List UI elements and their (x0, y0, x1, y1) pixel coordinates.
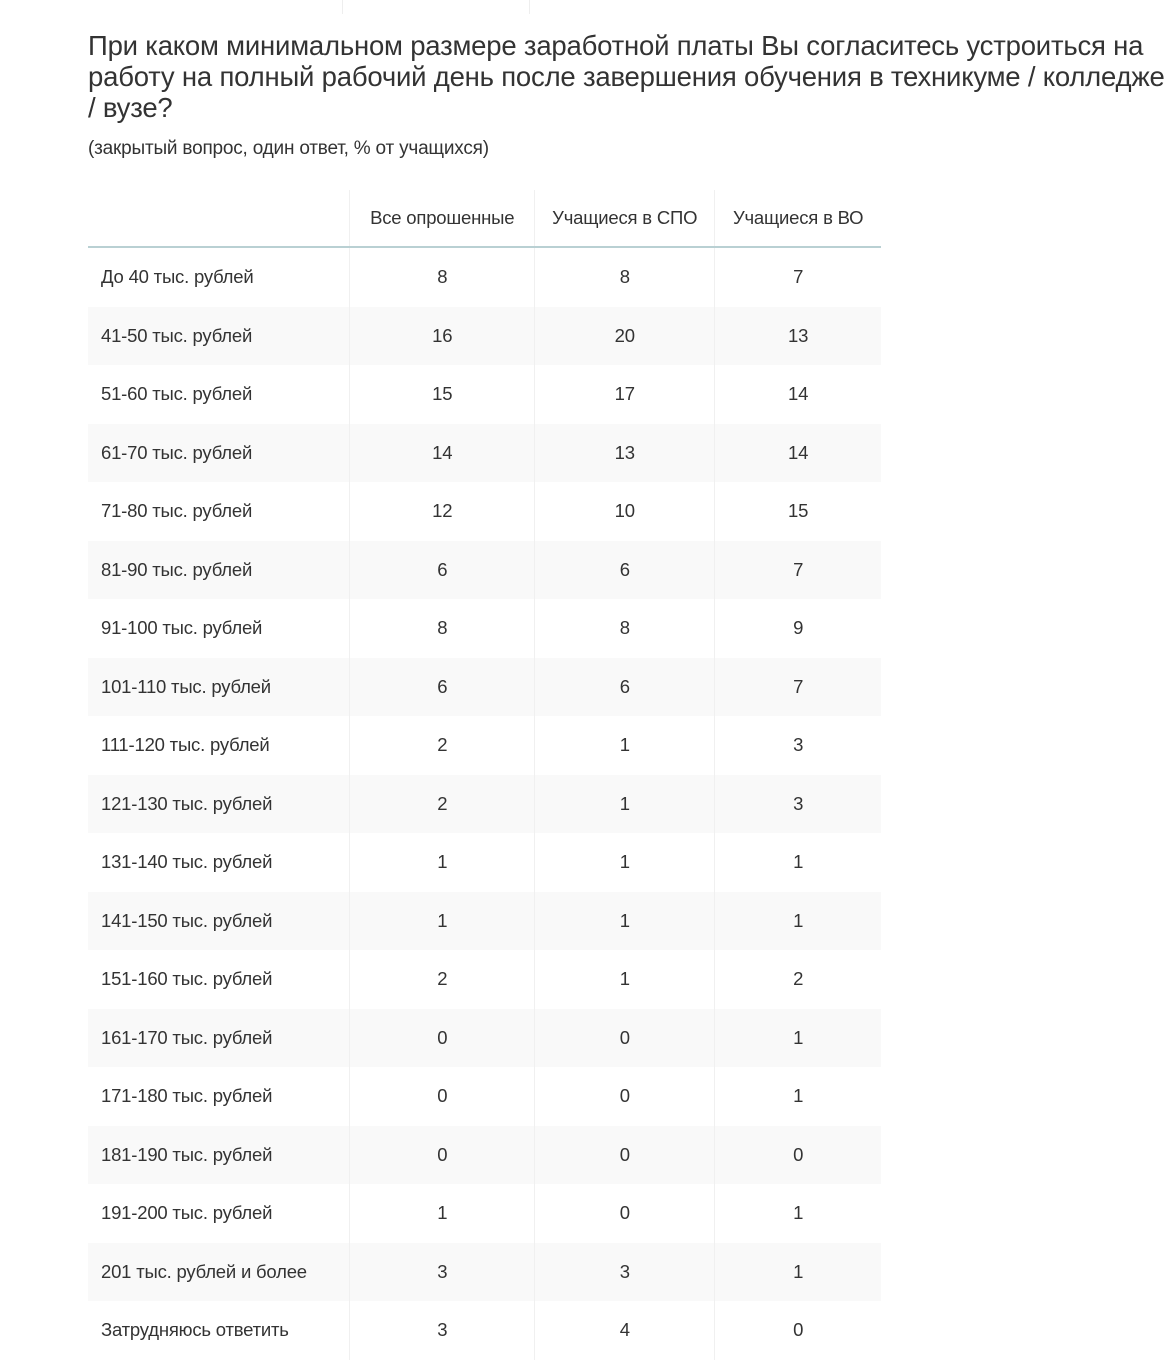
row-label: 171-180 тыс. рублей (88, 1067, 350, 1126)
value-vo-students: 13 (715, 307, 881, 366)
value-spo-students: 1 (535, 892, 715, 951)
value-all-respondents: 6 (350, 541, 535, 600)
value-all-respondents: 2 (350, 950, 535, 1009)
top-divider (342, 0, 343, 14)
row-label: 61-70 тыс. рублей (88, 424, 350, 483)
table-row (88, 775, 881, 834)
value-all-respondents: 0 (350, 1009, 535, 1068)
table-body (88, 247, 881, 1360)
row-label: 141-150 тыс. рублей (88, 892, 350, 951)
value-all-respondents: 15 (350, 365, 535, 424)
table-row (88, 1126, 881, 1185)
row-label: 41-50 тыс. рублей (88, 307, 350, 366)
value-vo-students: 7 (715, 658, 881, 717)
value-all-respondents: 8 (350, 599, 535, 658)
table-row (88, 716, 881, 775)
row-label: 181-190 тыс. рублей (88, 1126, 350, 1185)
value-vo-students: 1 (793, 1202, 804, 1224)
table-row (88, 307, 881, 366)
table-row (88, 247, 881, 307)
results-table (88, 190, 881, 1360)
value-spo-students: 0 (535, 1009, 715, 1068)
row-label: 71-80 тыс. рублей (88, 482, 350, 541)
value-vo-students: 1 (715, 892, 881, 951)
row-label: 161-170 тыс. рублей (88, 1009, 350, 1068)
value-all-respondents: 2 (350, 775, 535, 834)
table-row (88, 658, 881, 717)
value-spo-students: 6 (535, 541, 715, 600)
row-label: 191-200 тыс. рублей (88, 1184, 350, 1243)
row-label: Затрудняюсь ответить (88, 1301, 350, 1360)
table-header-row (88, 190, 881, 247)
row-label: 151-160 тыс. рублей (88, 950, 350, 1009)
value-spo-students: 1 (535, 775, 715, 834)
table-row (88, 541, 881, 600)
row-label: 131-140 тыс. рублей (88, 833, 350, 892)
table-row (88, 482, 881, 541)
header-empty (88, 190, 350, 247)
table-row (88, 1184, 881, 1243)
question-subtitle: (закрытый вопрос, один ответ, % от учащихся) (88, 138, 489, 159)
header-all-respondents: Все опрошенные (350, 190, 535, 247)
value-all-respondents: 0 (350, 1067, 535, 1126)
value-spo-students: 0 (535, 1184, 715, 1243)
value-spo-students: 1 (535, 950, 715, 1009)
value-spo-students: 17 (535, 365, 715, 424)
value-spo-students: 3 (535, 1243, 715, 1302)
value-spo-students: 6 (535, 658, 715, 717)
value-vo-students: 14 (715, 424, 881, 483)
value-spo-students: 8 (535, 247, 715, 307)
table-row (88, 950, 881, 1009)
value-all-respondents: 8 (350, 247, 535, 307)
row-label: 201 тыс. рублей и более (88, 1243, 350, 1302)
value-vo-students: 7 (793, 266, 804, 288)
table-row (88, 833, 881, 892)
question-title: При каком минимальном размере заработной платы Вы согласитесь устроиться на работу на полный рабочий день после завершения обучения в техникуме / колледже / вузе? (88, 30, 1165, 123)
value-spo-students: 1 (535, 716, 715, 775)
table-row (88, 1067, 881, 1126)
value-spo-students: 4 (535, 1301, 715, 1360)
row-label: 121-130 тыс. рублей (88, 775, 350, 834)
table-row (88, 1009, 881, 1068)
row-label: 101-110 тыс. рублей (88, 658, 350, 717)
value-spo-students: 8 (535, 599, 715, 658)
table-row (88, 892, 881, 951)
row-label: 81-90 тыс. рублей (88, 541, 350, 600)
value-spo-students: 10 (535, 482, 715, 541)
value-vo-students: 1 (793, 1085, 804, 1107)
value-all-respondents: 12 (350, 482, 535, 541)
value-vo-students: 2 (793, 968, 804, 990)
value-vo-students: 0 (715, 1126, 881, 1185)
value-vo-students: 9 (793, 617, 804, 639)
value-spo-students: 0 (535, 1067, 715, 1126)
value-all-respondents: 3 (350, 1243, 535, 1302)
value-vo-students: 0 (793, 1319, 804, 1341)
value-all-respondents: 2 (350, 716, 535, 775)
value-vo-students: 3 (715, 775, 881, 834)
value-vo-students: 1 (715, 1009, 881, 1068)
value-all-respondents: 1 (350, 1184, 535, 1243)
value-vo-students: 14 (788, 383, 809, 405)
header-spo-students: Учащиеся в СПО (535, 190, 715, 247)
value-all-respondents: 14 (350, 424, 535, 483)
value-vo-students: 1 (793, 851, 804, 873)
table-row (88, 1243, 881, 1302)
table-row (88, 365, 881, 424)
row-label: 51-60 тыс. рублей (88, 365, 350, 424)
value-vo-students: 15 (788, 500, 809, 522)
top-divider (529, 0, 530, 14)
value-all-respondents: 16 (350, 307, 535, 366)
header-vo-students: Учащиеся в ВО (715, 190, 881, 247)
value-spo-students: 13 (535, 424, 715, 483)
value-spo-students: 1 (535, 833, 715, 892)
value-all-respondents: 6 (350, 658, 535, 717)
table-row (88, 599, 881, 658)
value-all-respondents: 1 (350, 892, 535, 951)
value-spo-students: 20 (535, 307, 715, 366)
table-row (88, 424, 881, 483)
table-row (88, 1301, 881, 1360)
value-vo-students: 3 (793, 734, 804, 756)
value-all-respondents: 3 (350, 1301, 535, 1360)
value-all-respondents: 0 (350, 1126, 535, 1185)
value-vo-students: 7 (715, 541, 881, 600)
value-vo-students: 1 (715, 1243, 881, 1302)
value-spo-students: 0 (535, 1126, 715, 1185)
row-label: 91-100 тыс. рублей (88, 599, 350, 658)
row-label: 111-120 тыс. рублей (88, 716, 350, 775)
value-all-respondents: 1 (350, 833, 535, 892)
row-label: До 40 тыс. рублей (88, 247, 350, 307)
